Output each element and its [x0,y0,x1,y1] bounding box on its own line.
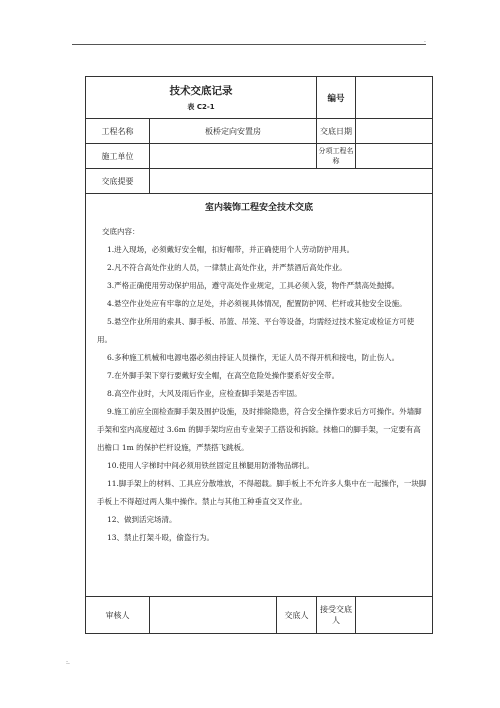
list-item: 2.凡不符合高处作业的人员，一律禁止高处作业，并严禁酒后高处作业。 [107,263,347,272]
list-item: 13、禁止打架斗殴，偷盗行为。 [107,533,215,542]
summary-value [150,169,433,194]
technical-disclosure-form [85,76,433,634]
list-item: 4.悬空作业处应有牢靠的立足处，并必须视具体情况，配置防护网、栏杆或其他安全设施。 [107,299,407,308]
unit-row [86,144,433,169]
form-title-cell [86,77,317,119]
reviewer-label: 审核人 [86,597,150,634]
summary-row [86,169,433,194]
list-item: 12、做到活完场清。 [107,515,177,524]
form-title: 技术交底记录 [169,85,233,97]
receiver-value [356,597,433,634]
project-name-value: 板桥定向安置房 [150,119,317,144]
date-label: 交底日期 [317,119,356,144]
list-item: 1.进入现场，必须戴好安全帽，扣好帽带，并正确使用个人劳动防护用具。 [107,245,355,254]
project-name-label: 工程名称 [86,119,150,144]
construction-unit-value [150,144,317,169]
list-item: 3.严格正确使用劳动保护用品，遵守高处作业规定，工具必须入袋，物件严禁高处抛掷。 [107,281,400,290]
content-row [86,194,433,597]
list-item: 6.多种施工机械和电源电器必须由持证人员操作，无证人员不得开机和接电，防止伤人。 [107,353,400,362]
sub-project-value [356,144,433,169]
signature-row [86,597,433,634]
construction-unit-label: 施工单位 [86,144,150,169]
sub-project-label: 分项工程名称 [317,144,356,169]
header-rule [72,44,426,45]
form-code: 表 C2-1 [187,103,215,111]
reviewer-value [150,597,277,634]
disclosure-content [86,194,433,597]
page-mark-bottom: :. [66,659,70,666]
content-title: 室内装饰工程安全技术交底 [205,203,314,213]
project-row [86,119,433,144]
list-item: 10.使用人字梯时中间必须用铁丝固定且梯腿用防滑物品绑扎。 [107,461,314,470]
form-header-row [86,77,433,119]
content-intro: 交底内容： [102,227,140,236]
summary-label: 交底提要 [86,169,150,194]
number-value [356,77,433,119]
list-item: 7.在外脚手架下穿行要戴好安全帽，在高空危险处操作要系好安全带。 [107,371,340,380]
receiver-label: 接受交底人 [317,597,356,634]
list-item: 9.施工前应全面检查脚手架及围护设施，及时排除隐患，符合安全操作要求后方可操作。外墙脚手架和室内高度超过 3.6m 的脚手架均应由专业架子工搭设和拆除。抹檐口的脚手架，一定要有高出檐口 1m 的保护栏杆设施，严禁搭飞跳板。 [97,407,422,452]
presenter-label: 交底人 [277,597,317,634]
number-label: 编号 [317,77,356,119]
page-mark-top: . [424,37,426,44]
list-item: 11.脚手架上的材料、工具应分散堆放，不得超载。脚手板上不允许多人集中在一起操作，一块脚手板上不得超过两人集中操作。禁止与其他工种垂直交叉作业。 [97,479,427,506]
date-value [356,119,433,144]
list-item: 5.悬空作业所用的索具、脚手板、吊篮、吊笼、平台等设备，均需经过技术鉴定或检证方可使用。 [97,317,415,344]
list-item: 8.高空作业时，大风及雨后作业，应检查脚手架是否牢固。 [107,389,302,398]
